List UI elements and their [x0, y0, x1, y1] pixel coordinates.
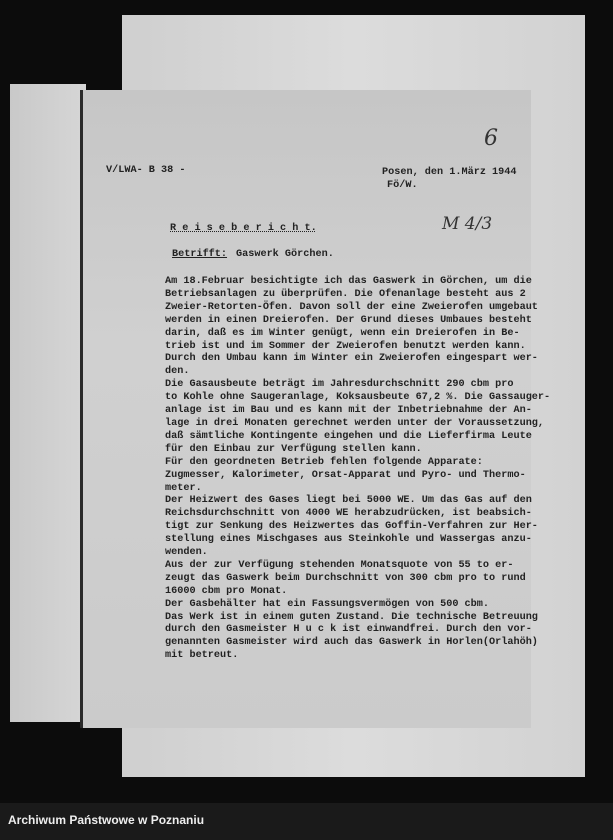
- body-line: zeugt das Gaswerk beim Durchschnitt von 300 cbm pro to rund: [165, 572, 526, 584]
- body-line: meter.: [165, 482, 202, 494]
- body-line: Die Gasausbeute beträgt im Jahresdurchschnitt 290 cbm pro: [165, 379, 514, 391]
- handwritten-annotation: M 4/3: [442, 214, 493, 234]
- body-line: Aus der zur Verfügung stehenden Monatsquote von 55 to er-: [165, 559, 514, 571]
- archive-footer: [0, 803, 613, 840]
- report-body: [165, 276, 550, 663]
- body-line: Am 18.Februar besichtigte ich das Gaswerk in Görchen, um die: [165, 276, 532, 287]
- body-line: Zweier-Retorten-Öfen. Davon soll der eine Zweierofen umgebaut: [165, 301, 538, 313]
- body-line: werden in einen Dreierofen. Der Grund dieses Umbaues besteht: [165, 314, 532, 326]
- initials: Fö/W.: [387, 180, 418, 191]
- body-line: Reichsdurchschnitt von 4000 WE herabzudrücken, ist beabsich-: [165, 508, 532, 520]
- left-page-edge: [10, 84, 86, 722]
- body-line: darin, daß es im Winter genügt, wenn ein Dreierofen in Be-: [165, 327, 520, 339]
- body-line: für den Einbau zur Verfügung stellen kann.: [165, 443, 422, 455]
- handwritten-page-number: 6: [484, 126, 498, 151]
- body-line: trieb ist und im Sommer der Zweierofen benutzt werden kann.: [165, 340, 526, 352]
- body-line: den.: [165, 366, 190, 378]
- body-line: Durch den Umbau kann im Winter ein Zweierofen eingespart wer-: [165, 353, 538, 365]
- body-line: anlage ist im Bau und es kann mit der Inbetriebnahme der An-: [165, 405, 532, 417]
- place-date: Posen, den 1.März 1944: [382, 167, 517, 178]
- body-line: lage in drei Monaten gerechnet werden unter der Voraussetzung,: [165, 417, 545, 429]
- body-line: Für den geordneten Betrieb fehlen folgende Apparate:: [165, 456, 483, 468]
- body-line: to Kohle ohne Saugeranlage, Koksausbeute 67,2 %. Die Gassauger-: [165, 392, 551, 404]
- archive-name: Archiwum Państwowe w Poznaniu: [8, 813, 205, 827]
- body-line: tigt zur Senkung des Heizwertes das Goffin-Verfahren zur Her-: [165, 521, 538, 533]
- body-line: genannten Gasmeister wird auch das Gaswerk in Horlen(Orlahöh): [165, 637, 538, 649]
- body-line: Der Heizwert des Gases liegt bei 5000 WE. Um das Gas auf den: [165, 495, 532, 507]
- body-line: mit betreut.: [165, 650, 239, 662]
- body-line: durch den Gasmeister H u c k ist einwandfrei. Durch den vor-: [165, 624, 532, 636]
- body-line: stellung eines Mischgases aus Steinkohle und Wassergas anzu-: [165, 534, 532, 546]
- body-line: daß sämtliche Kontingente eingehen und die Lieferfirma Leute: [165, 430, 532, 442]
- subject: Gaswerk Görchen.: [236, 249, 334, 260]
- reference-number: V/LWA- B 38 -: [106, 165, 186, 176]
- subject-label: Betrifft:: [172, 249, 228, 260]
- body-line: Zugmesser, Kalorimeter, Orsat-Apparat und Pyro- und Thermo-: [165, 469, 526, 481]
- body-line: Das Werk ist in einem guten Zustand. Die technische Betreuung: [165, 611, 538, 623]
- body-line: Betriebsanlagen zu überprüfen. Die Ofenanlage besteht aus 2: [165, 288, 526, 300]
- body-line: Der Gasbehälter hat ein Fassungsvermögen von 500 cbm.: [165, 598, 490, 610]
- body-line: 16000 cbm pro Monat.: [165, 585, 288, 597]
- document-title: R e i s e b e r i c h t.: [170, 223, 317, 234]
- body-line: wenden.: [165, 547, 208, 559]
